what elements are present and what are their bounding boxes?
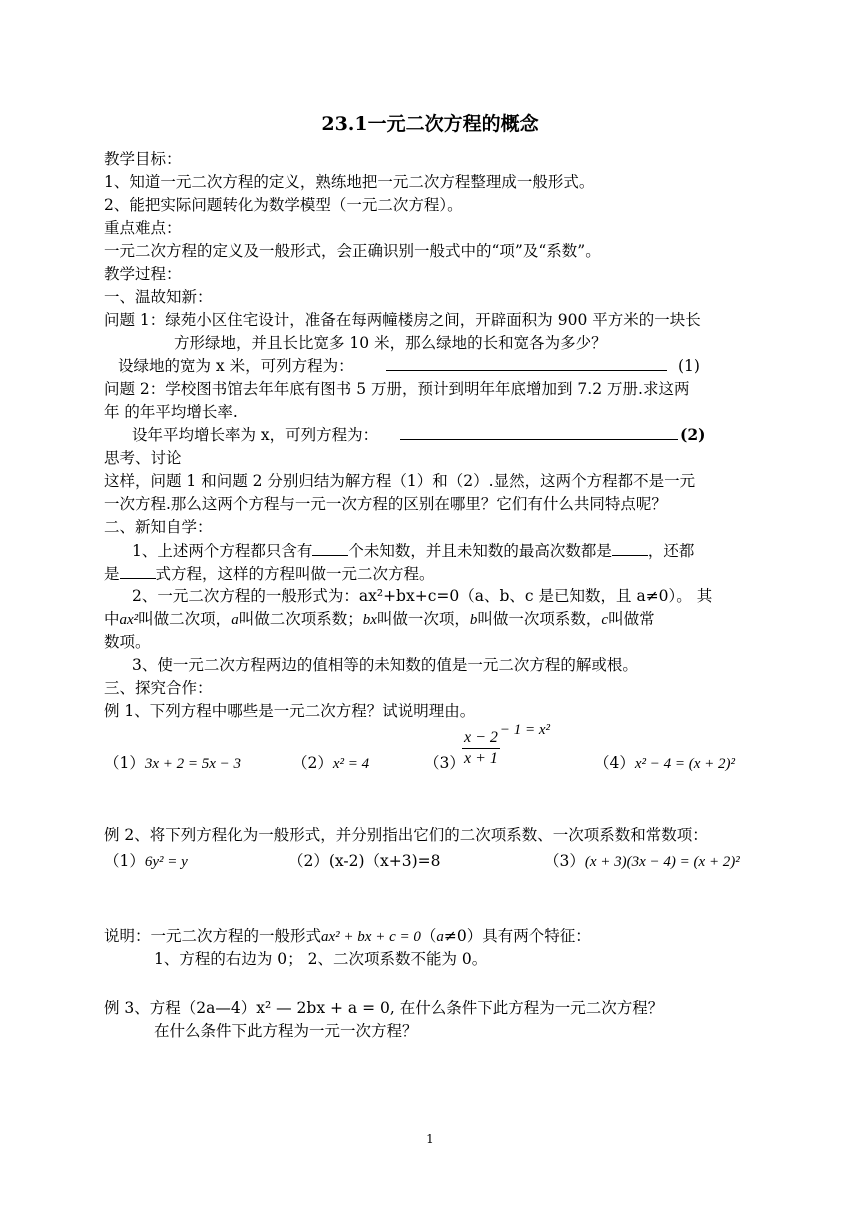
newknow-p2-line1 xyxy=(132,585,712,607)
p2-text-d: 叫做二次项， xyxy=(138,610,232,628)
p1-text-e: 式方程，这样的方程叫做一元二次方程。 xyxy=(155,565,435,583)
ex2-equation-3: (x + 3)(3x − 4) = (x + 2)² xyxy=(584,854,740,870)
problem2-line1: 问题 2：学校图书馆去年年底有图书 5 万册，预计到明年年底增加到 7.2 万册.求这两 xyxy=(104,380,690,398)
review-heading: 一、温故知新： xyxy=(104,288,213,306)
newknow-p1-line2 xyxy=(104,562,435,585)
problem1-answer-blank xyxy=(386,354,667,371)
p1-text-d: 是 xyxy=(104,565,120,583)
objective-item-2: 2、能把实际问题转化为数学模型（一元二次方程）。 xyxy=(104,196,463,214)
p2-text-b: （a、b、c 是已知数，且 a≠0）。 其 xyxy=(459,587,713,605)
objectives-heading: 教学目标： xyxy=(104,150,182,168)
problem2-answer-blank xyxy=(400,423,678,440)
p2-text-c: 中 xyxy=(104,610,120,628)
ex2-item-2: （2）(x-2)（x+3)=8 xyxy=(288,852,441,870)
problem2-setup: 设年平均增长率为 x，可列方程为： xyxy=(132,426,379,444)
problem2-line2: 年 的年平均增长率. xyxy=(104,403,238,421)
ex1-label-2: （2） xyxy=(292,754,333,772)
blank-count xyxy=(312,539,348,556)
ex2-item-3 xyxy=(544,850,740,873)
p2-text-e: 叫做二次项系数； xyxy=(238,610,363,628)
note-line2: 1、方程的右边为 0； 2、二次项系数不能为 0。 xyxy=(154,950,488,968)
newknow-p2-line3: 数项。 xyxy=(104,633,151,651)
p1-text-b: 个未知数，并且未知数的最高次数都是 xyxy=(348,542,612,560)
p2-text-h: 叫做常 xyxy=(608,610,655,628)
problem1-setup-text: 设绿地的宽为 x 米，可列方程为： xyxy=(118,357,354,375)
page-number: 1 xyxy=(426,1132,434,1146)
ex2-equation-1: 6y² = y xyxy=(144,854,188,870)
p1-text-c: ，还都 xyxy=(647,542,695,560)
fraction-denominator: x + 1 xyxy=(464,749,498,767)
ex1-equation-1: 3x + 2 = 5x − 3 xyxy=(144,756,242,772)
note-var-a: a xyxy=(436,929,444,945)
ex1-label-4: （4） xyxy=(594,754,635,772)
problem1-setup xyxy=(118,355,354,377)
p2-text-f: 叫做一次项， xyxy=(376,610,470,628)
term-ax2: ax² xyxy=(119,612,139,628)
page-title: 23.1一元二次方程的概念 xyxy=(321,113,539,135)
discuss-line2: 一次方程.那么这两个方程与一元一次方程的区别在哪里？它们有什么共同特点呢？ xyxy=(104,495,667,513)
discuss-line1: 这样，问题 1 和问题 2 分别归结为解方程（1）和（2）.显然，这两个方程都不是一元 xyxy=(104,472,696,490)
ex1-equation-4: x² − 4 = (x + 2)² xyxy=(634,756,736,772)
fraction-numerator: x − 2 xyxy=(462,728,500,749)
explore-heading: 三、探究合作： xyxy=(104,679,213,697)
keypoints-heading: 重点难点： xyxy=(104,219,182,237)
newknow-p1-line1 xyxy=(132,539,694,562)
problem1-line2: 方形绿地，并且长比宽多 10 米，那么绿地的长和宽各为多少？ xyxy=(174,334,607,352)
ex2-label-3: （3） xyxy=(544,852,585,870)
ex1-label-3: （3） xyxy=(424,754,465,772)
term-bx: bx xyxy=(362,612,377,628)
note-line1 xyxy=(104,925,591,948)
p1-text-a: 1、上述两个方程都只含有 xyxy=(132,542,313,560)
newknow-heading: 二、新知自学： xyxy=(104,518,213,536)
newknow-p2-line2 xyxy=(104,608,655,631)
discuss-heading: 思考、讨论 xyxy=(104,449,182,467)
note-general-form: ax² + bx + c = 0 xyxy=(321,929,421,945)
note-text-a: 说明：一元二次方程的一般形式 xyxy=(104,927,322,945)
example1-title: 例 1、下列方程中哪些是一元二次方程？试说明理由。 xyxy=(104,702,476,720)
ex1-item-1 xyxy=(104,752,241,775)
ex1-equation-2: x² = 4 xyxy=(332,756,370,772)
term-a: a xyxy=(231,612,239,628)
ex1-item-2 xyxy=(292,752,369,775)
example3-line1: 例 3、方程（2a—4）x² — 2bx + a = 0, 在什么条件下此方程为一元二次方程？ xyxy=(104,999,664,1017)
p2-general-form: ax²+bx+c=0 xyxy=(358,587,460,605)
problem1-line1: 问题 1：绿苑小区住宅设计，准备在每两幢楼房之间，开辟面积为 900 平方米的一块长 xyxy=(104,311,701,329)
ex2-label-1: （1） xyxy=(104,852,145,870)
blank-type xyxy=(120,562,156,579)
example2-title: 例 2、将下列方程化为一般形式，并分别指出它们的二次项系数、一次项系数和常数项： xyxy=(104,826,708,844)
newknow-p3: 3、使一元二次方程两边的值相等的未知数的值是一元二次方程的解或根。 xyxy=(132,656,638,674)
keypoints-text: 一元二次方程的定义及一般形式，会正确识别一般式中的“项”及“系数”。 xyxy=(104,242,601,260)
p2-text-a: 2、一元二次方程的一般形式为： xyxy=(132,587,359,605)
term-c: c xyxy=(601,612,609,628)
ex1-label-1: （1） xyxy=(104,754,145,772)
problem1-tag: (1) xyxy=(678,357,700,375)
process-heading: 教学过程： xyxy=(104,265,182,283)
ex1-fraction xyxy=(462,728,500,769)
term-b: b xyxy=(469,612,478,628)
ex2-item-1 xyxy=(104,850,188,873)
problem2-tag: (2) xyxy=(680,425,706,444)
ex1-item-4 xyxy=(594,752,735,775)
ex1-equation-3-rest: − 1 = x² xyxy=(499,722,551,738)
ex1-item-3 xyxy=(462,722,550,769)
note-text-b: （ xyxy=(420,927,437,945)
note-text-c: ≠0）具有两个特征： xyxy=(443,927,591,945)
p2-text-g: 叫做一次项系数， xyxy=(477,610,602,628)
example3-line2: 在什么条件下此方程为一元一次方程？ xyxy=(154,1022,418,1040)
blank-degree xyxy=(612,539,648,556)
objective-item-1: 1、知道一元二次方程的定义，熟练地把一元二次方程整理成一般形式。 xyxy=(104,173,595,191)
